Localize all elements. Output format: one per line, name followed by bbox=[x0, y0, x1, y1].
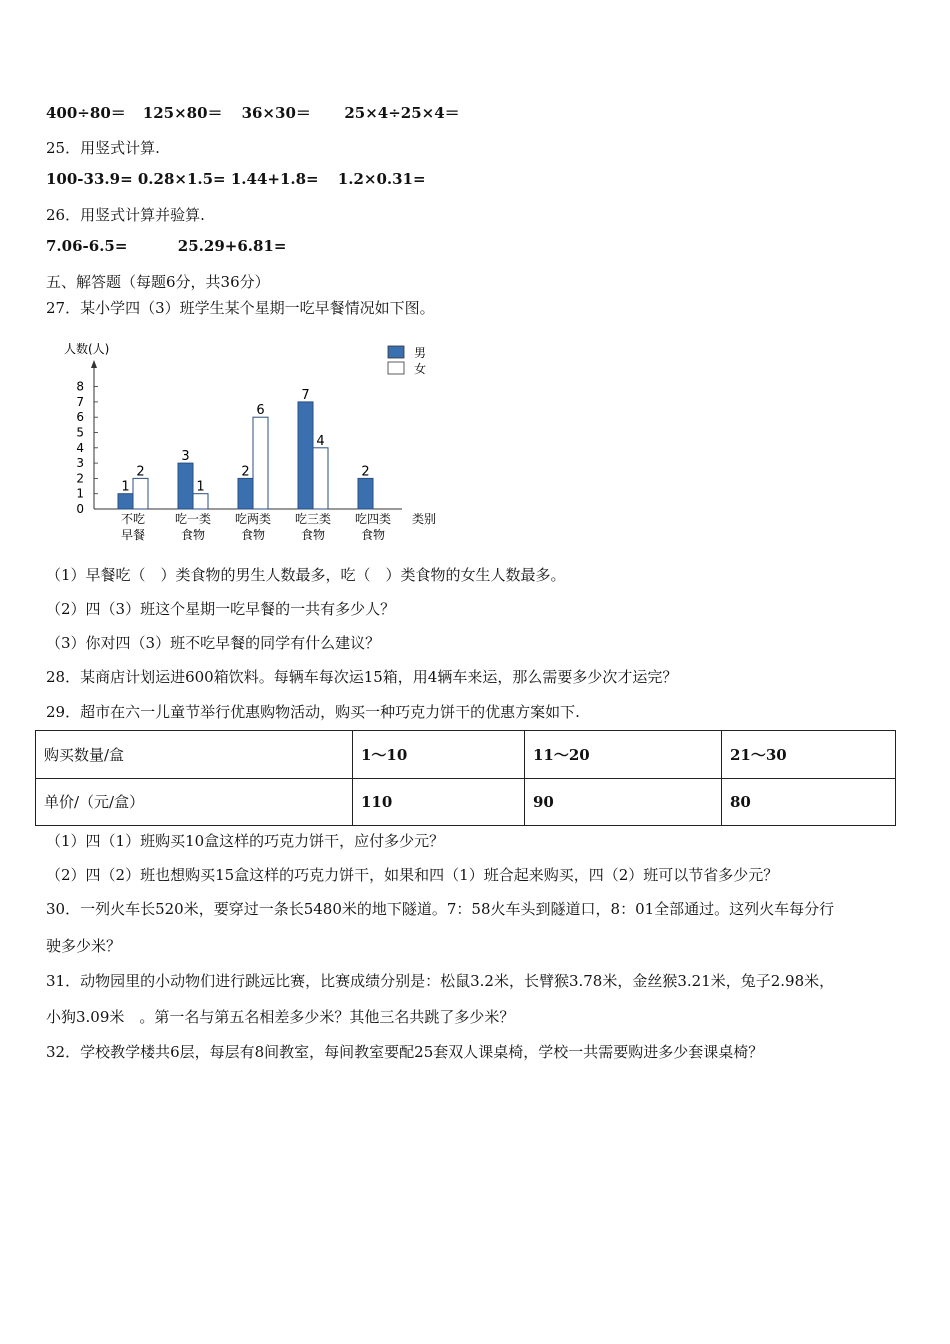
bar-female bbox=[313, 448, 328, 509]
bar-value-label: 6 bbox=[256, 403, 265, 419]
table-cell: 80 bbox=[722, 778, 896, 826]
calc-item: 1.2×0.31= bbox=[337, 170, 426, 188]
bar-value-label: 2 bbox=[241, 464, 250, 480]
q28: 28．某商店计划运进600箱饮料。每辆车每次运15箱，用4辆车来运，那么需要多少次才运完？ bbox=[46, 668, 678, 686]
bar-value-label: 7 bbox=[301, 387, 310, 403]
table-cell: 11～20 bbox=[525, 731, 722, 779]
table-cell: 110 bbox=[353, 778, 525, 826]
q31-line1: 31．动物园里的小动物们进行跳远比赛，比赛成绩分别是：松鼠3.2米，长臂猴3.78米，金丝猴3.21米，兔子2.98米， bbox=[46, 972, 835, 990]
y-axis-arrow bbox=[91, 360, 97, 368]
y-tick-label: 5 bbox=[76, 425, 84, 440]
y-tick-label: 1 bbox=[76, 486, 84, 501]
table-cell: 21～30 bbox=[722, 731, 896, 779]
bar-value-label: 2 bbox=[361, 464, 370, 480]
q27-sub3: （3）你对四（3）班不吃早餐的同学有什么建议？ bbox=[46, 634, 381, 652]
q29-title: 29．超市在六一儿童节举行优惠购物活动，购买一种巧克力饼干的优惠方案如下. bbox=[46, 703, 580, 721]
x-tick-label: 食物 bbox=[300, 528, 326, 542]
x-tick-label: 吃四类 bbox=[354, 512, 392, 526]
y-tick-label: 2 bbox=[76, 471, 84, 486]
bar-value-label: 1 bbox=[121, 479, 130, 495]
legend-label-female: 女 bbox=[414, 362, 427, 376]
y-tick-label: 3 bbox=[76, 456, 84, 471]
legend bbox=[388, 346, 426, 376]
bar-male bbox=[178, 463, 193, 509]
q26-title: 26．用竖式计算并验算. bbox=[46, 206, 205, 224]
q30-line1: 30．一列火车长520米，要穿过一条长5480米的地下隧道。7：58火车头到隧道口，8：01全部通过。这列火车每分行 bbox=[46, 900, 835, 918]
q29-sub1: （1）四（1）班购买10盒这样的巧克力饼干，应付多少元？ bbox=[46, 832, 445, 850]
x-tick-label: 不吃 bbox=[120, 512, 146, 526]
y-tick-label: 7 bbox=[76, 394, 84, 409]
x-tick-label: 食物 bbox=[240, 528, 266, 542]
section-heading: 五、解答题（每题6分，共36分） bbox=[46, 273, 270, 291]
q27-sub1: （1）早餐吃（ ）类食物的男生人数最多，吃（ ）类食物的女生人数最多。 bbox=[46, 566, 566, 584]
x-axis-label: 类别 bbox=[412, 512, 437, 526]
bar-male bbox=[118, 494, 133, 509]
calc-item: 25.29+6.81= bbox=[177, 237, 287, 255]
x-tick-label: 食物 bbox=[360, 528, 386, 542]
x-tick-label: 吃两类 bbox=[234, 512, 272, 526]
x-tick-label: 吃一类 bbox=[174, 512, 212, 526]
y-tick-label: 8 bbox=[76, 379, 84, 394]
y-tick-label: 6 bbox=[76, 410, 84, 425]
table-cell: 90 bbox=[525, 778, 722, 826]
bar-value-label: 1 bbox=[196, 479, 205, 495]
bar-male bbox=[238, 478, 253, 509]
price-table bbox=[35, 730, 896, 826]
x-tick-label: 食物 bbox=[180, 528, 206, 542]
bar-value-label: 2 bbox=[136, 464, 145, 480]
table-row bbox=[36, 778, 896, 826]
x-tick-label: 早餐 bbox=[120, 528, 146, 542]
bar-female bbox=[253, 417, 268, 509]
q25-title: 25．用竖式计算. bbox=[46, 139, 160, 157]
calc-item: 400÷80＝ bbox=[46, 104, 126, 122]
q30-line2: 驶多少米？ bbox=[46, 937, 122, 955]
bar-male bbox=[358, 478, 373, 509]
calc-item: 125×80＝ bbox=[142, 104, 223, 122]
legend-label-male: 男 bbox=[414, 346, 427, 360]
bar-value-label: 4 bbox=[316, 433, 325, 449]
table-cell: 1～10 bbox=[353, 731, 525, 779]
q24-calc-row bbox=[46, 102, 460, 123]
y-axis-label-group bbox=[64, 341, 109, 356]
table-cell: 单价/（元/盒） bbox=[36, 778, 353, 826]
y-tick-label: 0 bbox=[76, 502, 84, 516]
calc-item: 7.06-6.5= bbox=[46, 237, 128, 255]
y-tick-label: 4 bbox=[76, 440, 84, 455]
q31-line2: 小狗3.09米 。第一名与第五名相差多少米？其他三名共跳了多少米？ bbox=[46, 1008, 515, 1026]
table-row bbox=[36, 731, 896, 779]
calc-item: 25×4÷25×4＝ bbox=[344, 104, 460, 122]
table-cell: 购买数量/盒 bbox=[36, 731, 353, 779]
legend-swatch-female bbox=[388, 362, 404, 374]
calc-item: 36×30＝ bbox=[241, 104, 311, 122]
bar-female bbox=[193, 494, 208, 509]
q27-sub2: （2）四（3）班这个星期一吃早餐的一共有多少人？ bbox=[46, 600, 396, 618]
q25-items bbox=[46, 170, 426, 188]
legend-swatch-male bbox=[388, 346, 404, 358]
calc-item: 100-33.9= 0.28×1.5= 1.44+1.8= bbox=[46, 170, 319, 188]
bar-female bbox=[133, 478, 148, 509]
breakfast-bar-chart bbox=[62, 336, 462, 546]
q26-items bbox=[46, 237, 286, 255]
q32: 32．学校教学楼共6层，每层有8间教室，每间教室要配25套双人课桌椅，学校一共需要购进多少套课桌椅？ bbox=[46, 1043, 764, 1061]
y-axis-label: 人数(人) bbox=[64, 342, 110, 356]
x-tick-label: 吃三类 bbox=[294, 512, 332, 526]
q29-sub2: （2）四（2）班也想购买15盒这样的巧克力饼干，如果和四（1）班合起来购买，四（2）班可以节省多少元？ bbox=[46, 866, 779, 884]
bar-value-label: 3 bbox=[181, 449, 190, 465]
q27-title: 27．某小学四（3）班学生某个星期一吃早餐情况如下图。 bbox=[46, 299, 435, 317]
bar-male bbox=[298, 402, 313, 509]
